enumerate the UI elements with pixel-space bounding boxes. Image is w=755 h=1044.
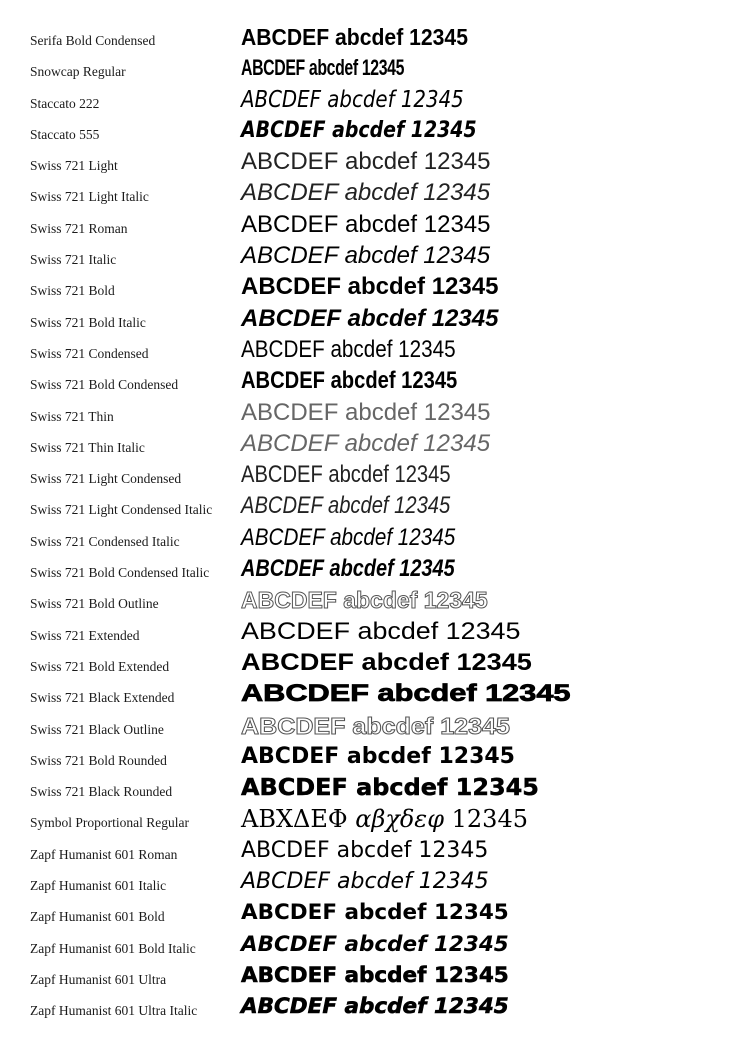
font-name: Swiss 721 Thin Italic bbox=[30, 439, 145, 455]
font-name: Swiss 721 Light Condensed bbox=[30, 471, 182, 487]
font-name: Swiss 721 Extended bbox=[30, 627, 140, 643]
font-name: Swiss 721 Light Condensed Italic bbox=[30, 502, 213, 518]
font-sample: ABCDEF abcdef 12345 bbox=[241, 869, 489, 895]
font-name: Swiss 721 Black Extended bbox=[30, 690, 175, 706]
specimen-row-swiss-721-bold-condensed bbox=[0, 366, 755, 397]
font-name: Snowcap Regular bbox=[30, 64, 126, 80]
specimen-row-symbol-proportional-regular bbox=[0, 804, 755, 835]
specimen-row-swiss-721-roman bbox=[0, 210, 755, 241]
font-sample: ABCDEF abcdef 12345 bbox=[241, 492, 451, 520]
font-name: Swiss 721 Black Outline bbox=[30, 721, 164, 737]
font-sample: ABCDEF abcdef 12345 bbox=[241, 242, 491, 270]
specimen-row-swiss-721-light-italic bbox=[0, 178, 755, 209]
font-name: Swiss 721 Italic bbox=[30, 252, 117, 268]
font-sample: ABCDEF abcdef 12345 bbox=[241, 461, 451, 489]
font-sample: ABCDEF abcdef 12345 bbox=[241, 398, 491, 426]
font-sample: ABCDEF abcdef 12345 bbox=[241, 680, 571, 708]
font-name: Swiss 721 Bold Outline bbox=[30, 596, 159, 612]
font-sample: ABCDEF abcdef 12345 bbox=[241, 962, 509, 988]
specimen-row-swiss-721-condensed bbox=[0, 335, 755, 366]
specimen-row-swiss-721-extended bbox=[0, 617, 755, 648]
specimen-row-swiss-721-bold-extended bbox=[0, 648, 755, 679]
font-name: Swiss 721 Light Italic bbox=[30, 189, 149, 205]
font-name: Zapf Humanist 601 Bold bbox=[30, 909, 165, 925]
specimen-row-swiss-721-light bbox=[0, 147, 755, 178]
greek-uppercase: ΑΒΧΔΕΦ bbox=[241, 805, 348, 834]
specimen-row-swiss-721-italic bbox=[0, 241, 755, 272]
specimen-row-staccato-222 bbox=[0, 85, 755, 116]
font-sample: ABCDEF abcdef 12345 bbox=[241, 117, 477, 143]
font-name: Swiss 721 Condensed bbox=[30, 345, 149, 361]
font-name: Swiss 721 Thin bbox=[30, 408, 114, 424]
font-name: Zapf Humanist 601 Italic bbox=[30, 878, 167, 894]
font-name: Swiss 721 Bold Condensed bbox=[30, 377, 179, 393]
font-name: Zapf Humanist 601 Roman bbox=[30, 846, 178, 862]
digits: 12345 bbox=[451, 805, 528, 834]
font-sample: ABCDEF abcdef 12345 bbox=[241, 148, 491, 176]
font-sample: ABCDEF abcdef 12345 bbox=[241, 743, 515, 769]
specimen-row-swiss-721-black-outline bbox=[0, 711, 755, 742]
font-sample: ABCDEF abcdef 12345 bbox=[241, 587, 488, 614]
font-sample: ABCDEF abcdef 12345 bbox=[241, 555, 455, 583]
specimen-row-zapf-humanist-601-ultra-italic bbox=[0, 992, 755, 1023]
specimen-row-swiss-721-bold-condensed-italic bbox=[0, 554, 755, 585]
font-sample: ABCDEF abcdef 12345 bbox=[241, 617, 521, 645]
specimen-row-swiss-721-thin bbox=[0, 398, 755, 429]
greek-lowercase: αβχδεφ bbox=[355, 805, 444, 834]
font-name: Swiss 721 Bold bbox=[30, 283, 115, 299]
specimen-row-swiss-721-black-extended bbox=[0, 679, 755, 710]
font-name: Swiss 721 Bold Condensed Italic bbox=[30, 565, 210, 581]
font-specimen-list bbox=[0, 22, 755, 1024]
font-sample: ABCDEF abcdef 12345 bbox=[241, 994, 509, 1020]
font-name: Swiss 721 Bold Italic bbox=[30, 314, 146, 330]
font-name: Swiss 721 Condensed Italic bbox=[30, 533, 180, 549]
specimen-row-staccato-555 bbox=[0, 116, 755, 147]
font-name: Zapf Humanist 601 Bold Italic bbox=[30, 940, 196, 956]
specimen-row-snowcap-regular bbox=[0, 53, 755, 84]
specimen-row-zapf-humanist-601-bold bbox=[0, 898, 755, 929]
font-sample: ABCDEF abcdef 12345 bbox=[241, 24, 468, 50]
specimen-row-zapf-humanist-601-roman bbox=[0, 836, 755, 867]
font-name: Serifa Bold Condensed bbox=[30, 33, 156, 48]
font-sample: ABCDEF abcdef 12345 bbox=[241, 179, 491, 207]
specimen-row-zapf-humanist-601-ultra bbox=[0, 961, 755, 992]
font-name: Swiss 721 Roman bbox=[30, 220, 128, 236]
font-sample: ABCDEF abcdef 12345 bbox=[241, 648, 532, 676]
font-sample bbox=[241, 804, 528, 834]
specimen-row-swiss-721-light-condensed bbox=[0, 460, 755, 491]
font-name: Swiss 721 Bold Extended bbox=[30, 658, 170, 674]
font-sample: ABCDEF abcdef 12345 bbox=[241, 86, 464, 113]
specimen-row-swiss-721-bold bbox=[0, 272, 755, 303]
font-sample: ABCDEF abcdef 12345 bbox=[241, 712, 510, 739]
specimen-row-swiss-721-black-rounded bbox=[0, 773, 755, 804]
specimen-row-swiss-721-condensed-italic bbox=[0, 523, 755, 554]
font-name: Zapf Humanist 601 Ultra bbox=[30, 971, 167, 987]
font-sample: ABCDEF abcdef 12345 bbox=[241, 429, 491, 457]
specimen-row-swiss-721-bold-rounded bbox=[0, 742, 755, 773]
font-sample: ABCDEF abcdef 12345 bbox=[241, 523, 456, 551]
font-sample: ABCDEF abcdef 12345 bbox=[241, 304, 499, 332]
font-name: Zapf Humanist 601 Ultra Italic bbox=[30, 1003, 198, 1019]
specimen-row-swiss-721-thin-italic bbox=[0, 429, 755, 460]
font-name: Swiss 721 Black Rounded bbox=[30, 784, 173, 800]
font-sample: ABCDEF abcdef 12345 bbox=[241, 837, 489, 863]
font-name: Swiss 721 Light bbox=[30, 158, 118, 174]
font-name: Staccato 222 bbox=[30, 95, 100, 111]
specimen-row-zapf-humanist-601-bold-italic bbox=[0, 930, 755, 961]
font-sample: ABCDEF abcdef 12345 bbox=[241, 367, 458, 395]
specimen-row-zapf-humanist-601-italic bbox=[0, 867, 755, 898]
font-sample: ABCDEF abcdef 12345 bbox=[241, 335, 456, 363]
font-sample: ABCDEF abcdef 12345 bbox=[241, 775, 539, 802]
specimen-row-swiss-721-light-condensed-italic bbox=[0, 491, 755, 522]
font-sample: ABCDEF abcdef 12345 bbox=[241, 931, 509, 957]
specimen-row-swiss-721-bold-outline bbox=[0, 585, 755, 616]
font-sample: ABCDEF abcdef 12345 bbox=[241, 210, 491, 238]
font-name: Staccato 555 bbox=[30, 126, 100, 142]
font-sample: ABCDEF abcdef 12345 bbox=[241, 900, 509, 926]
font-name: Symbol Proportional Regular bbox=[30, 815, 189, 831]
specimen-row-serifa-bold-condensed bbox=[0, 22, 755, 53]
font-name: Swiss 721 Bold Rounded bbox=[30, 752, 167, 768]
specimen-row-swiss-721-bold-italic bbox=[0, 304, 755, 335]
font-sample: ABCDEF abcdef 12345 bbox=[241, 55, 405, 81]
font-sample: ABCDEF abcdef 12345 bbox=[241, 273, 499, 301]
